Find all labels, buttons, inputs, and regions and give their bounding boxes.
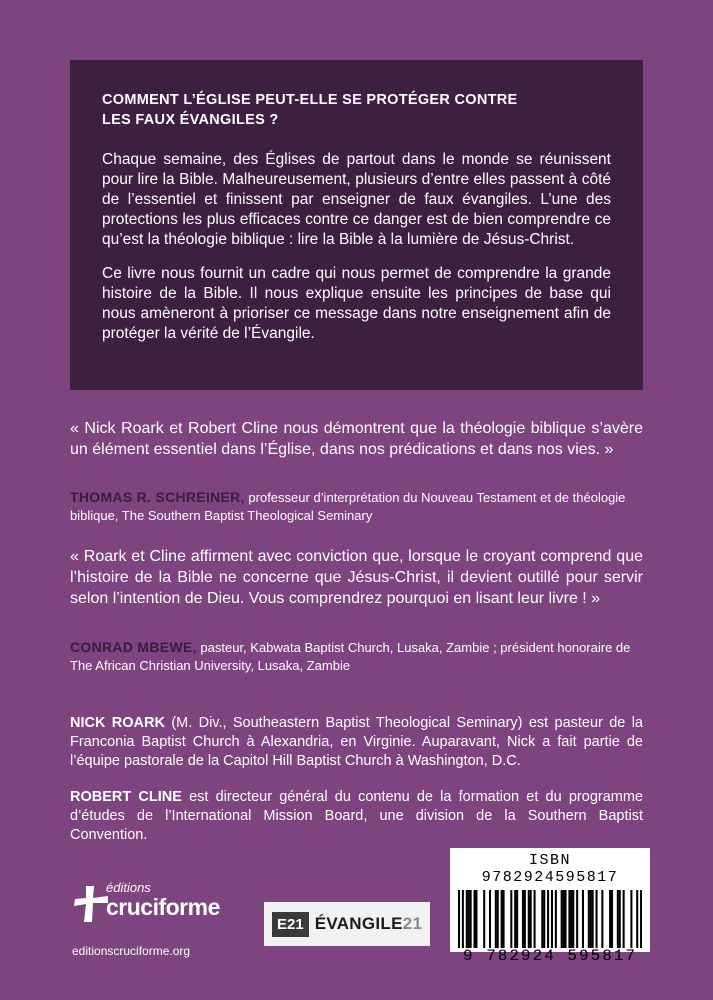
evangile21-logo: [264, 902, 430, 946]
barcode-bar: [619, 890, 621, 948]
barcode-bar: [530, 890, 532, 948]
barcode-bar: [576, 890, 578, 948]
barcode-bar: [590, 890, 592, 948]
e21-word: ÉVANGILE: [314, 914, 403, 933]
e21-number: 21: [402, 914, 423, 933]
summary-box: [70, 60, 643, 390]
e21-wordmark: [315, 914, 423, 934]
publisher-website: editionscruciforme.org: [72, 944, 191, 958]
barcode-bar: [640, 890, 642, 948]
barcode-bar: [501, 890, 503, 948]
barcode-bar: [572, 890, 574, 948]
barcode-bar: [524, 890, 526, 948]
author-bio-1: [70, 714, 643, 771]
endorsement-attribution-1: [70, 488, 643, 525]
endorser-role-2: pasteur, Kabwata Baptist Church, Lusaka, Zambie ; président honoraire de The African Christian University, Lusaka, Zambie: [70, 640, 631, 673]
barcode-bar: [596, 890, 598, 948]
barcode-bar: [623, 890, 625, 948]
barcode-bar: [503, 890, 505, 948]
barcode-bar: [611, 890, 613, 948]
barcode-bar: [510, 890, 512, 948]
barcode-bar: [570, 890, 572, 948]
publisher-name: cruciforme: [106, 894, 220, 920]
barcode-bar: [563, 890, 565, 948]
barcode-bar: [541, 890, 543, 948]
barcode-bar: [489, 890, 491, 948]
barcode-bar: [470, 890, 472, 948]
barcode-bar: [592, 890, 594, 948]
barcode-bar: [630, 890, 632, 948]
publisher-small-label: éditions: [106, 880, 151, 895]
endorser-name-2: CONRAD MBEWE,: [70, 639, 197, 655]
barcode-bar: [568, 890, 570, 948]
barcode-bar: [528, 890, 530, 948]
barcode-bar: [495, 890, 497, 948]
isbn-digits: 9 782924 595817: [462, 947, 638, 965]
barcode-bar: [462, 890, 464, 948]
barcode-bar: [522, 890, 524, 948]
isbn-label: ISBN 9782924595817: [481, 852, 619, 886]
endorser-role-1: professeur d’interprétation du Nouveau Testament et de théologie biblique, The Southern Baptist Theological Seminary: [70, 490, 626, 523]
barcode-bar: [601, 890, 603, 948]
barcode-bar: [617, 890, 619, 948]
publisher-logo: [72, 876, 242, 936]
barcode-bar: [555, 890, 557, 948]
barcode-bar: [466, 890, 468, 948]
barcode-bar: [582, 890, 584, 948]
barcode-bar: [636, 890, 638, 948]
barcode-bar: [497, 890, 499, 948]
barcode-bar: [475, 890, 477, 948]
author-name-1: NICK ROARK: [70, 715, 165, 731]
barcode-bar: [609, 890, 611, 948]
barcode-bar: [547, 890, 549, 948]
summary-paragraph-1: Chaque semaine, des Églises de partout dans le monde se réunissent pour lire la Bible. Malheureusement, plusieurs d’entre elles passent à côté de l’essentiel et finissent par enseigner de faux évangiles. L’une des protections les plus efficaces contre ce danger est de bien comprendre ce qu’est la théologie biblique : lire la Bible à la lumière de Jésus-Christ.: [102, 151, 611, 248]
author-bio-2: [70, 788, 643, 845]
endorser-name-1: THOMAS R. SCHREINER,: [70, 489, 245, 505]
barcode-bar: [516, 890, 518, 948]
barcode-bar: [534, 890, 536, 948]
barcode-bar: [588, 890, 590, 948]
barcode-bars: [458, 890, 642, 948]
isbn-barcode: [450, 848, 650, 965]
author-name-2: ROBERT CLINE: [70, 789, 182, 805]
barcode-bar: [458, 890, 460, 948]
endorsement-quote-1: « Nick Roark et Robert Cline nous démontrent que la théologie biblique s’avère un élément essentiel dans l’Église, dans nos prédications et dans nos vies. »: [70, 420, 643, 458]
barcode-bar: [565, 890, 567, 948]
barcode-bar: [561, 890, 563, 948]
barcode-bar: [543, 890, 545, 948]
barcode-bar: [483, 890, 485, 948]
e21-badge: E21: [272, 912, 309, 937]
author-text-1: (M. Div., Southeastern Baptist Theological Seminary) est pasteur de la Franconia Baptist Church à Alexandria, en Virginie. Auparavant, Nick a fait partie de l’équipe pastorale de la Capitol Hill Baptist Church à Washington, D.C.: [70, 715, 643, 769]
endorsement-quote-2: « Roark et Cline affirment avec conviction que, lorsque le croyant comprend que l’histoire de la Bible ne concerne que Jésus-Christ, il devient outillé pour servir selon l’intention de Dieu. Vous comprendrez pourquoi en lisant leur livre ! »: [70, 548, 643, 607]
summary-title-line1: COMMENT L’ÉGLISE PEUT-ELLE SE PROTÉGER CONTRE: [102, 92, 518, 108]
endorsement-attribution-2: [70, 638, 643, 675]
author-text-2: est directeur général du contenu de la formation et du programme d’études de l’International Mission Board, une division de la Southern Baptist Convention.: [70, 789, 643, 843]
barcode-bar: [473, 890, 475, 948]
barcode-bar: [514, 890, 516, 948]
summary-title: [102, 90, 611, 130]
barcode-bar: [551, 890, 553, 948]
summary-title-line2: LES FAUX ÉVANGILES ?: [102, 112, 279, 128]
barcode-bar: [468, 890, 470, 948]
summary-paragraph-2: Ce livre nous fournit un cadre qui nous permet de comprendre la grande histoire de la Bible. Il nous explique ensuite les principes de base qui nous amèneront à prioriser ce message dans notre enseignement afin de protéger la vérité de l’Évangile.: [102, 265, 611, 342]
